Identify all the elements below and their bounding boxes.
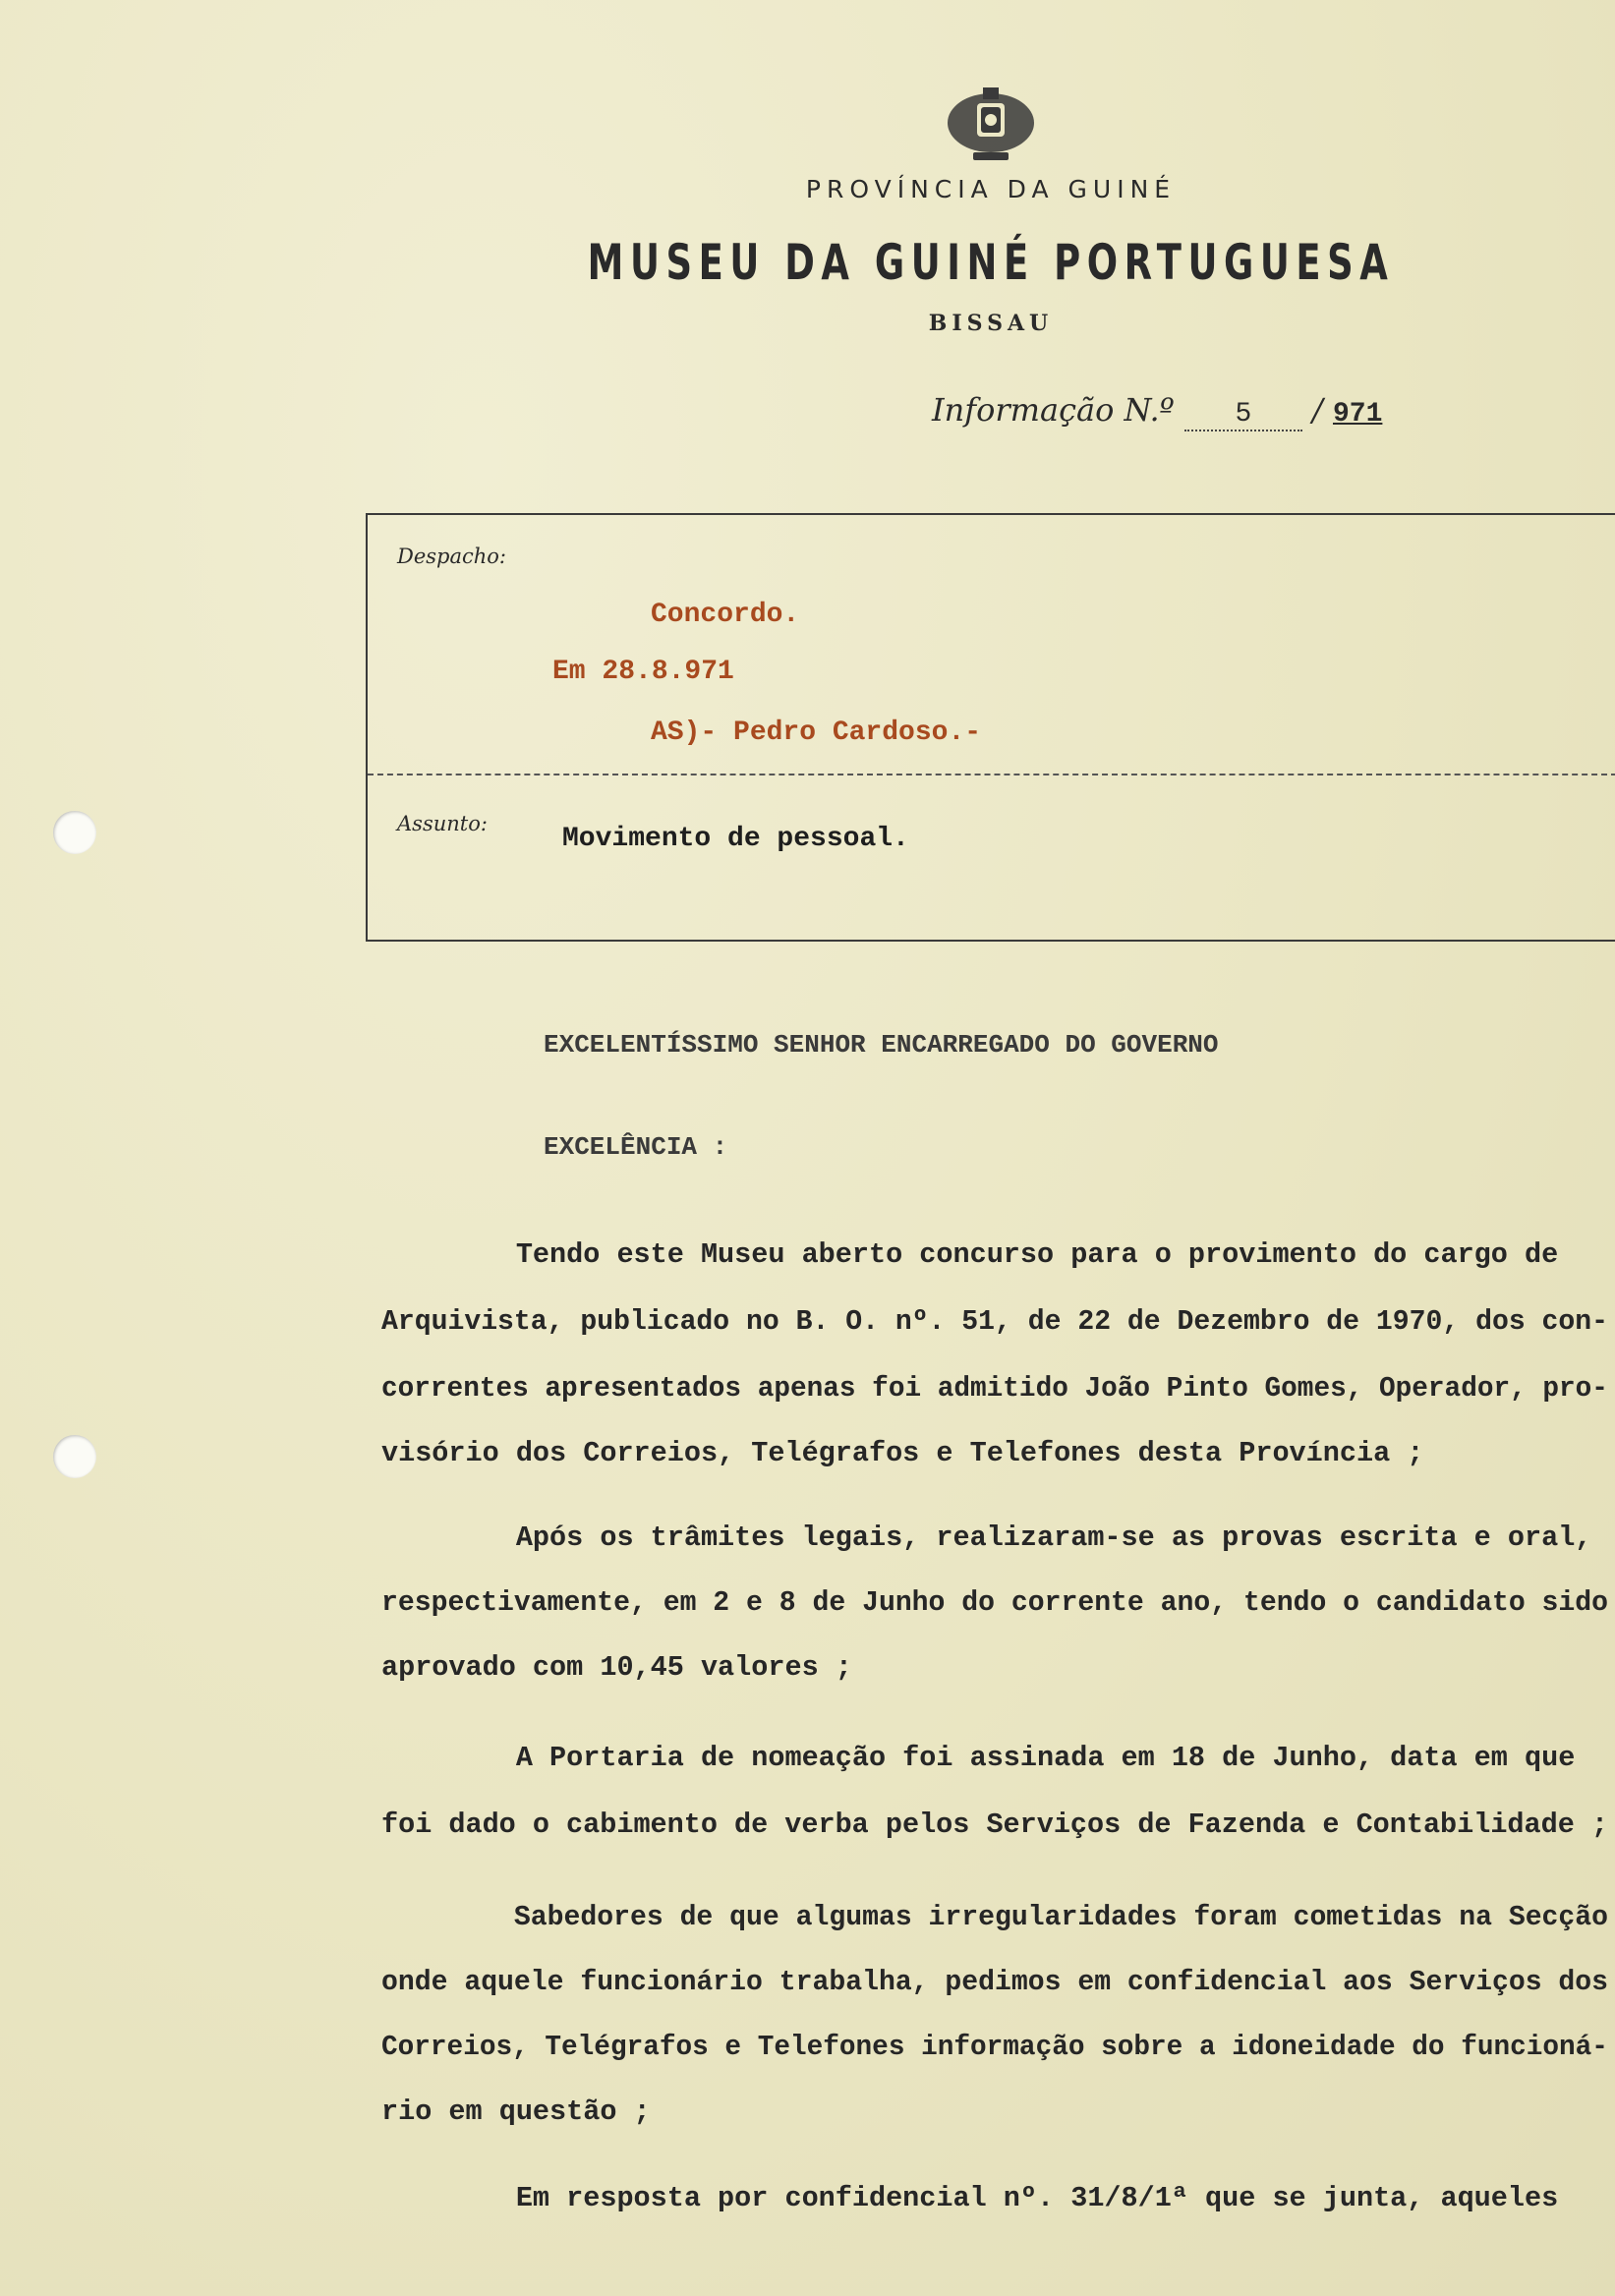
body-line: Após os trâmites legais, realizaram-se as provas escrita e oral,	[381, 1521, 1592, 1554]
information-label: Informação N.º	[932, 391, 1175, 429]
assunto-label: Assunto:	[397, 812, 488, 835]
despacho-signature: AS)- Pedro Cardoso.-	[651, 718, 982, 748]
dispatch-box	[366, 513, 1615, 942]
body-line: Em resposta por confidencial nº. 31/8/1ª que se junta, aqueles	[381, 2182, 1559, 2214]
assunto-text: Movimento de pessoal.	[562, 824, 909, 854]
institution-title: MUSEU DA GUINÉ PORTUGUESA	[587, 234, 1395, 291]
city-name: BISSAU	[928, 311, 1054, 336]
despacho-label: Despacho:	[397, 545, 507, 568]
information-number: 5	[1184, 399, 1302, 431]
body-line: A Portaria de nomeação foi assinada em 18 de Junho, data em que	[381, 1742, 1576, 1774]
body-line: respectivamente, em 2 e 8 de Junho do corrente ano, tendo o candidato sido	[381, 1586, 1609, 1619]
body-line: aprovado com 10,45 valores ;	[381, 1651, 852, 1684]
information-number-line	[932, 391, 1382, 431]
punch-hole-top	[53, 811, 96, 854]
body-line: Sabedores de que algumas irregularidades foram cometidas na Secção	[381, 1901, 1609, 1933]
body-line: Tendo este Museu aberto concurso para o provimento do cargo de	[381, 1238, 1559, 1271]
province-title: PROVÍNCIA DA GUINÉ	[805, 175, 1177, 203]
body-line: correntes apresentados apenas foi admitido João Pinto Gomes, Operador, pro-	[381, 1372, 1608, 1405]
information-separator: /	[1312, 391, 1323, 429]
body-line: rio em questão ;	[381, 2095, 651, 2128]
information-year: 971	[1332, 399, 1383, 430]
body-line: Arquivista, publicado no B. O. nº. 51, de 22 de Dezembro de 1970, dos con-	[381, 1305, 1609, 1338]
punch-hole-bottom	[53, 1435, 96, 1478]
box-divider	[368, 774, 1615, 775]
addressee: EXCELENTÍSSIMO SENHOR ENCARREGADO DO GOVERNO	[544, 1030, 1219, 1060]
coat-of-arms-icon	[944, 84, 1038, 162]
body-line: onde aquele funcionário trabalha, pedimos em confidencial aos Serviços dos	[381, 1966, 1609, 1998]
body-line: foi dado o cabimento de verba pelos Serviços de Fazenda e Contabilidade ;	[381, 1808, 1609, 1841]
body-line: visório dos Correios, Telégrafos e Telefones desta Província ;	[381, 1437, 1424, 1469]
body-line: Correios, Telégrafos e Telefones informação sobre a idoneidade do funcioná-	[381, 2031, 1608, 2063]
greeting: EXCELÊNCIA :	[544, 1132, 728, 1162]
despacho-approval: Concordo.	[651, 600, 800, 630]
despacho-date: Em 28.8.971	[552, 657, 734, 687]
